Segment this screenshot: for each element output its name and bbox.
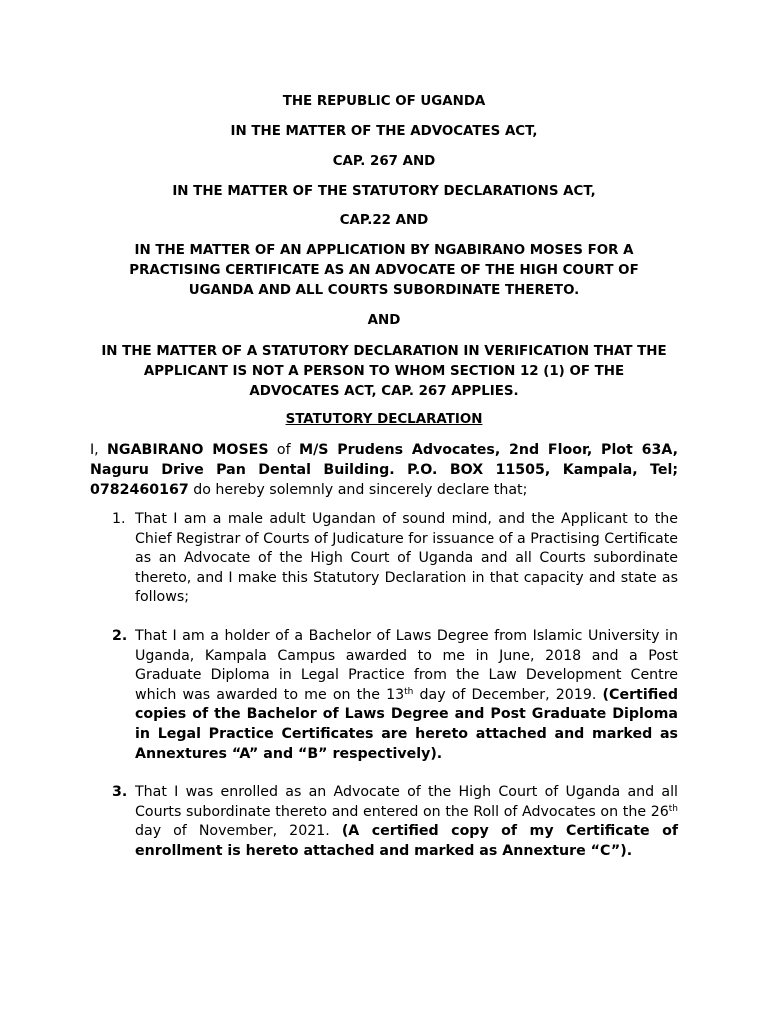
declarant-address: M/S Prudens Advocates, 2nd Floor, Plot 63A, Naguru Drive Pan Dental Building. P.O. BOX 11505, Kampala, Tel; 0782460167 — [90, 442, 678, 498]
item-text-part: That I am a holder of a Bachelor of Laws Degree from Islamic University in Uganda, Kampala Campus awarded to me in June, 2018 and a Post Graduate Diploma in Legal Practice from the Law Development Centre which was awarded to me on the 13 — [135, 628, 678, 703]
statutory-declarations-act-heading: IN THE MATTER OF THE STATUTORY DECLARATIONS ACT, — [172, 184, 596, 199]
declaration-heading-line: ADVOCATES ACT, CAP. 267 APPLIES. — [249, 384, 519, 399]
intro-of: of — [268, 442, 299, 458]
item-text-part: That I was enrolled as an Advocate of the High Court of Uganda and all Courts subordinate thereto and entered on the Roll of Advocates on the 26 — [135, 784, 678, 820]
item-number: 3. — [112, 784, 128, 800]
intro-suffix: do hereby solemnly and sincerely declare that; — [188, 482, 528, 498]
declaration-item-3 — [90, 783, 678, 861]
annexture-note: (A certified copy of my Certificate of enrollment is hereto attached and marked as Annexture “C”). — [135, 823, 678, 859]
intro-paragraph — [90, 440, 678, 500]
cap-22-heading: CAP.22 AND — [339, 213, 429, 228]
item-text: That I am a male adult Ugandan of sound mind, and the Applicant to the Chief Registrar of Courts of Judicature for issuance of a Practising Certificate as an Advocate of the High Court of Uganda and all Courts subordinate thereto, and I make this Statutory Declaration in that capacity and state as follows; — [135, 511, 678, 606]
advocates-act-heading: IN THE MATTER OF THE ADVOCATES ACT, — [230, 124, 538, 139]
item-text-part: day of December, 2019. — [413, 686, 603, 703]
application-heading-line: PRACTISING CERTIFICATE AS AN ADVOCATE OF THE HIGH COURT OF — [129, 263, 639, 278]
item-text-part: day of November, 2021. — [135, 823, 342, 840]
declaration-matter-heading — [90, 342, 678, 402]
item-text — [135, 627, 678, 764]
document-title: STATUTORY DECLARATION — [285, 412, 483, 427]
item-number: 1. — [112, 511, 126, 527]
declaration-item-2 — [90, 627, 678, 764]
application-heading-line: UGANDA AND ALL COURTS SUBORDINATE THERETO. — [188, 283, 580, 298]
declaration-item-1 — [90, 510, 678, 608]
cap-267-heading: CAP. 267 AND — [332, 154, 436, 169]
declarant-name: NGABIRANO MOSES — [107, 442, 269, 458]
annexture-note: (Certified copies of the Bachelor of Laws Degree and Post Graduate Diploma in Legal Practice Certificates are hereto attached and marked as Annextures “A” and “B” respectively). — [135, 686, 679, 762]
intro-prefix: I, — [90, 442, 108, 458]
republic-heading: THE REPUBLIC OF UGANDA — [282, 94, 486, 109]
declaration-heading-line: APPLICANT IS NOT A PERSON TO WHOM SECTION 12 (1) OF THE — [143, 364, 625, 379]
item-number: 2. — [112, 628, 128, 644]
item-text — [135, 783, 678, 861]
application-heading-line: IN THE MATTER OF AN APPLICATION BY NGABIRANO MOSES FOR A — [134, 243, 634, 258]
ordinal-suffix: th — [668, 803, 678, 814]
and-heading: AND — [367, 313, 401, 328]
declaration-heading-line: IN THE MATTER OF A STATUTORY DECLARATION IN VERIFICATION THAT THE — [101, 344, 667, 359]
ordinal-suffix: th — [404, 686, 414, 697]
application-heading — [90, 241, 678, 301]
